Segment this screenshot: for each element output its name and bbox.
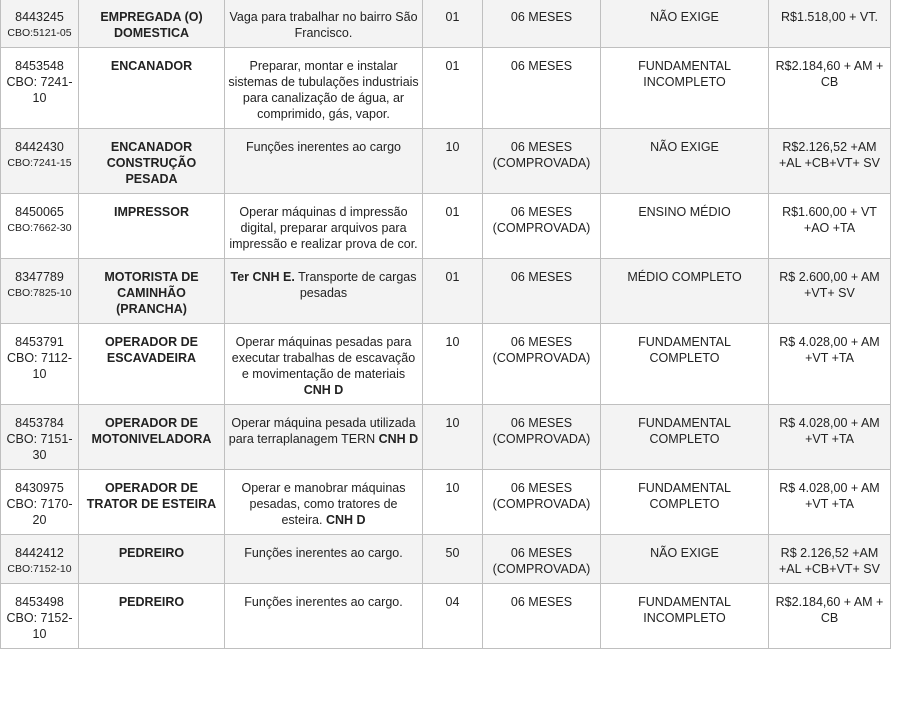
cbo-code: CBO:7662-30 bbox=[7, 222, 72, 234]
education-cell bbox=[601, 129, 769, 194]
education-cell bbox=[601, 194, 769, 259]
experience: 06 MESES (COMPROVADA) bbox=[492, 335, 591, 365]
experience-cell bbox=[483, 405, 601, 470]
salary-cell bbox=[769, 470, 891, 535]
table-row bbox=[1, 48, 891, 129]
job-description-cell bbox=[225, 194, 423, 259]
education-cell bbox=[601, 48, 769, 129]
vacancy-count-cell bbox=[423, 535, 483, 584]
salary: R$ 2.126,52 +AM +AL +CB+VT+ SV bbox=[779, 546, 880, 576]
job-code-cell bbox=[1, 129, 79, 194]
education: MÉDIO COMPLETO bbox=[627, 270, 742, 284]
job-description: Vaga para trabalhar no bairro São Francisco. bbox=[229, 10, 418, 40]
job-description: Operar máquinas d impressão digital, preparar arquivos para impressão e realizar prova de cor. bbox=[229, 205, 418, 251]
education-cell bbox=[601, 470, 769, 535]
salary: R$ 2.600,00 + AM +VT+ SV bbox=[779, 270, 880, 300]
job-title: PEDREIRO bbox=[118, 595, 185, 609]
job-code-cell bbox=[1, 470, 79, 535]
experience-cell bbox=[483, 48, 601, 129]
table-row bbox=[1, 324, 891, 405]
job-description-cell bbox=[225, 0, 423, 48]
job-title-cell bbox=[79, 324, 225, 405]
job-description: Operar máquina pesada utilizada para terraplanagem TERN bbox=[228, 416, 416, 446]
cbo-code: CBO:5121-05 bbox=[7, 27, 72, 39]
job-title-cell bbox=[79, 0, 225, 48]
job-title-cell bbox=[79, 259, 225, 324]
vacancy-count: 04 bbox=[445, 595, 460, 609]
job-title: ENCANADOR bbox=[110, 59, 193, 73]
salary: R$2.184,60 + AM + CB bbox=[775, 595, 884, 625]
vacancy-count-cell bbox=[423, 129, 483, 194]
education: FUNDAMENTAL INCOMPLETO bbox=[638, 595, 731, 625]
experience: 06 MESES (COMPROVADA) bbox=[492, 481, 591, 511]
education: NÃO EXIGE bbox=[650, 546, 719, 560]
experience-cell bbox=[483, 129, 601, 194]
vacancy-count-cell bbox=[423, 324, 483, 405]
job-code: 8453784 bbox=[15, 416, 64, 430]
experience-cell bbox=[483, 324, 601, 405]
experience: 06 MESES bbox=[510, 595, 573, 609]
table-row bbox=[1, 194, 891, 259]
job-description-cell bbox=[225, 405, 423, 470]
salary: R$ 4.028,00 + AM +VT +TA bbox=[779, 335, 880, 365]
experience-cell bbox=[483, 259, 601, 324]
experience: 06 MESES (COMPROVADA) bbox=[492, 416, 591, 446]
job-description: Preparar, montar e instalar sistemas de tubulações industriais para canalização de água, ar comprimido, gás, vapor. bbox=[228, 59, 419, 121]
job-title: IMPRESSOR bbox=[113, 205, 189, 219]
vacancy-count: 01 bbox=[445, 205, 460, 219]
job-title-cell bbox=[79, 194, 225, 259]
job-description-cell bbox=[225, 535, 423, 584]
vacancy-count: 10 bbox=[445, 140, 460, 154]
table-row bbox=[1, 259, 891, 324]
education-cell bbox=[601, 535, 769, 584]
job-code-cell bbox=[1, 0, 79, 48]
table-row bbox=[1, 584, 891, 649]
salary-cell bbox=[769, 48, 891, 129]
salary-cell bbox=[769, 194, 891, 259]
education-cell bbox=[601, 405, 769, 470]
job-code: 8453548 bbox=[15, 59, 64, 73]
education: ENSINO MÉDIO bbox=[638, 205, 731, 219]
vacancy-count: 01 bbox=[445, 10, 460, 24]
education-cell bbox=[601, 0, 769, 48]
education: FUNDAMENTAL INCOMPLETO bbox=[638, 59, 731, 89]
vacancy-count-cell bbox=[423, 48, 483, 129]
job-code-cell bbox=[1, 324, 79, 405]
table-row bbox=[1, 405, 891, 470]
salary-cell bbox=[769, 535, 891, 584]
job-code: 8453791 bbox=[15, 335, 64, 349]
salary: R$2.184,60 + AM + CB bbox=[775, 59, 884, 89]
job-code-cell bbox=[1, 194, 79, 259]
vacancy-count-cell bbox=[423, 0, 483, 48]
salary-cell bbox=[769, 0, 891, 48]
education: FUNDAMENTAL COMPLETO bbox=[638, 335, 731, 365]
vacancy-count: 10 bbox=[445, 416, 460, 430]
job-code-cell bbox=[1, 48, 79, 129]
description-bold-suffix: CNH D bbox=[378, 432, 419, 446]
cbo-code: CBO: 7170-20 bbox=[6, 497, 73, 527]
experience: 06 MESES (COMPROVADA) bbox=[492, 546, 591, 576]
vacancy-count-cell bbox=[423, 584, 483, 649]
description-bold-suffix: CNH D bbox=[303, 383, 344, 397]
job-title: OPERADOR DE TRATOR DE ESTEIRA bbox=[86, 481, 217, 511]
job-title-cell bbox=[79, 129, 225, 194]
job-description: Operar máquinas pesadas para executar trabalhas de escavação e movimentação de materiais bbox=[231, 335, 416, 381]
cbo-code: CBO: 7241-10 bbox=[6, 75, 73, 105]
vacancy-count: 01 bbox=[445, 59, 460, 73]
job-description-cell bbox=[225, 48, 423, 129]
job-title-cell bbox=[79, 48, 225, 129]
vacancy-count-cell bbox=[423, 470, 483, 535]
job-title-cell bbox=[79, 535, 225, 584]
job-code: 8430975 bbox=[15, 481, 64, 495]
job-code-cell bbox=[1, 535, 79, 584]
table-row bbox=[1, 0, 891, 48]
education: NÃO EXIGE bbox=[650, 10, 719, 24]
education-cell bbox=[601, 584, 769, 649]
job-code: 8347789 bbox=[15, 270, 64, 284]
job-description: Transporte de cargas pesadas bbox=[294, 270, 417, 300]
description-bold-suffix: CNH D bbox=[325, 513, 366, 527]
experience: 06 MESES (COMPROVADA) bbox=[492, 205, 591, 235]
education-cell bbox=[601, 259, 769, 324]
job-title-cell bbox=[79, 584, 225, 649]
description-bold-prefix: Ter CNH E. bbox=[230, 270, 295, 284]
salary-cell bbox=[769, 129, 891, 194]
job-title-cell bbox=[79, 405, 225, 470]
job-code-cell bbox=[1, 584, 79, 649]
job-title: OPERADOR DE MOTONIVELADORA bbox=[91, 416, 212, 446]
salary: R$1.518,00 + VT. bbox=[781, 10, 878, 24]
job-code-cell bbox=[1, 259, 79, 324]
job-code-cell bbox=[1, 405, 79, 470]
table-row bbox=[1, 535, 891, 584]
salary-cell bbox=[769, 584, 891, 649]
job-title: PEDREIRO bbox=[118, 546, 185, 560]
job-description-cell bbox=[225, 259, 423, 324]
job-title: EMPREGADA (O) DOMESTICA bbox=[100, 10, 203, 40]
job-code: 8450065 bbox=[15, 205, 64, 219]
job-description: Funções inerentes ao cargo bbox=[246, 140, 401, 154]
job-rows bbox=[1, 0, 891, 649]
salary-cell bbox=[769, 259, 891, 324]
experience: 06 MESES bbox=[510, 270, 573, 284]
cbo-code: CBO: 7151-30 bbox=[6, 432, 73, 462]
experience: 06 MESES bbox=[510, 10, 573, 24]
table-row bbox=[1, 129, 891, 194]
cbo-code: CBO:7241-15 bbox=[7, 157, 72, 169]
experience-cell bbox=[483, 0, 601, 48]
salary: R$ 4.028,00 + AM +VT +TA bbox=[779, 416, 880, 446]
job-description: Funções inerentes ao cargo. bbox=[244, 546, 403, 560]
job-description-cell bbox=[225, 324, 423, 405]
vacancy-count: 10 bbox=[445, 335, 460, 349]
cbo-code: CBO: 7112-10 bbox=[6, 351, 73, 381]
job-title: OPERADOR DE ESCAVADEIRA bbox=[104, 335, 199, 365]
education: FUNDAMENTAL COMPLETO bbox=[638, 481, 731, 511]
vacancy-count-cell bbox=[423, 259, 483, 324]
job-title: MOTORISTA DE CAMINHÃO (PRANCHA) bbox=[104, 270, 199, 316]
job-title: ENCANADOR CONSTRUÇÃO PESADA bbox=[106, 140, 197, 186]
experience-cell bbox=[483, 194, 601, 259]
job-description-cell bbox=[225, 470, 423, 535]
salary: R$2.126,52 +AM +AL +CB+VT+ SV bbox=[779, 140, 880, 170]
job-code: 8453498 bbox=[15, 595, 64, 609]
cbo-code: CBO:7825-10 bbox=[7, 287, 72, 299]
vacancy-count: 10 bbox=[445, 481, 460, 495]
job-description-cell bbox=[225, 129, 423, 194]
experience-cell bbox=[483, 470, 601, 535]
experience: 06 MESES bbox=[510, 59, 573, 73]
salary: R$ 4.028,00 + AM +VT +TA bbox=[779, 481, 880, 511]
experience-cell bbox=[483, 535, 601, 584]
vacancy-count-cell bbox=[423, 194, 483, 259]
job-title-cell bbox=[79, 470, 225, 535]
education: NÃO EXIGE bbox=[650, 140, 719, 154]
experience: 06 MESES (COMPROVADA) bbox=[492, 140, 591, 170]
job-code: 8442430 bbox=[15, 140, 64, 154]
salary: R$1.600,00 + VT +AO +TA bbox=[782, 205, 877, 235]
job-code: 8443245 bbox=[15, 10, 64, 24]
vacancy-count-cell bbox=[423, 405, 483, 470]
salary-cell bbox=[769, 324, 891, 405]
vacancy-count: 01 bbox=[445, 270, 460, 284]
job-description: Operar e manobrar máquinas pesadas, como tratores de esteira. bbox=[241, 481, 406, 527]
education-cell bbox=[601, 324, 769, 405]
cbo-code: CBO: 7152-10 bbox=[6, 611, 73, 641]
experience-cell bbox=[483, 584, 601, 649]
table-row bbox=[1, 470, 891, 535]
vacancy-count: 50 bbox=[445, 546, 460, 560]
job-code: 8442412 bbox=[15, 546, 64, 560]
education: FUNDAMENTAL COMPLETO bbox=[638, 416, 731, 446]
job-description-cell bbox=[225, 584, 423, 649]
cbo-code: CBO:7152-10 bbox=[7, 563, 72, 575]
job-description: Funções inerentes ao cargo. bbox=[244, 595, 403, 609]
salary-cell bbox=[769, 405, 891, 470]
